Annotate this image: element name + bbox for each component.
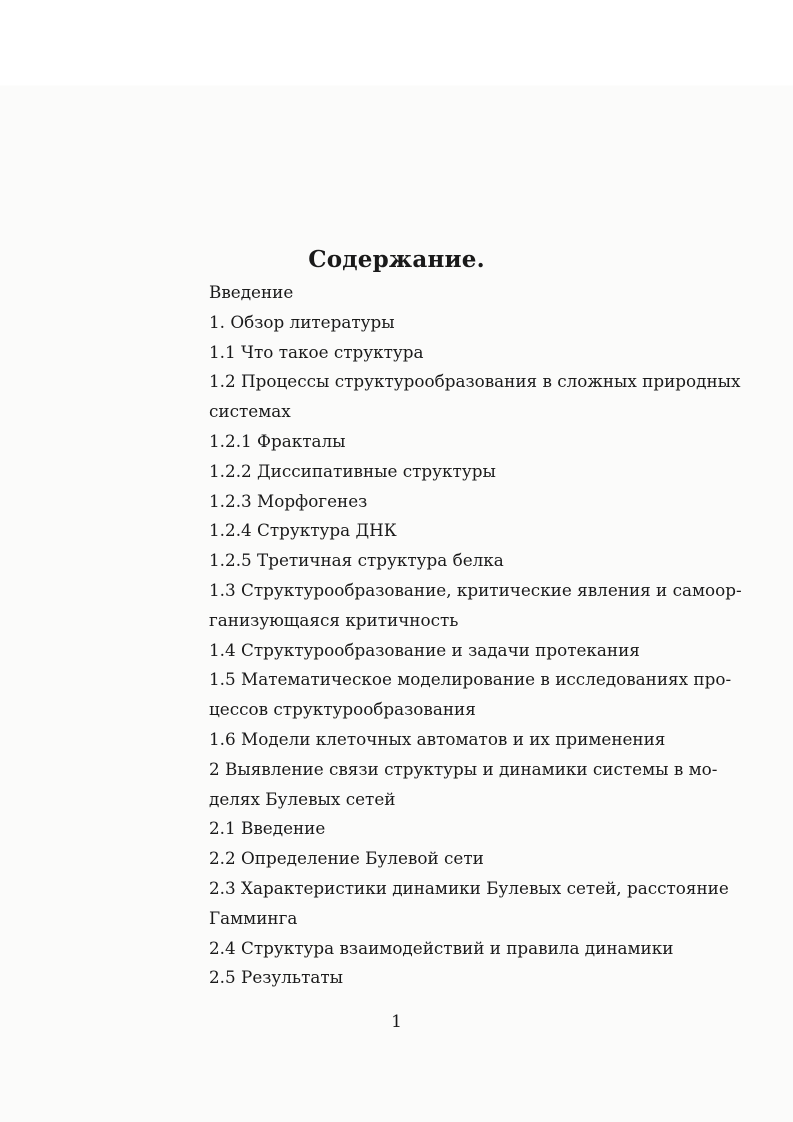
table-of-contents [209,278,742,993]
toc-line: Введение [209,282,294,302]
toc-line: 2.5 Результаты [209,967,343,988]
toc-line: 2.4 Структура взаимодействий и правила динамики [209,937,674,958]
toc-line: 1.5 Математическое моделирование в исследованиях про- [209,669,732,690]
toc-line: делях Булевых сетей [209,788,396,809]
toc-line: 1.2.1 Фракталы [209,430,346,451]
toc-line: 2.3 Характеристики динамики Булевых сетей, расстояние [209,877,729,898]
toc-line: 1.2.4 Структура ДНК [209,520,397,541]
toc-line: цессов структурообразования [209,699,476,720]
page-number: 1 [391,1012,402,1032]
toc-line: 1.4 Структурообразование и задачи протекания [209,639,640,660]
toc-line: ганизующаяся критичность [209,609,459,630]
toc-line: 1.6 Модели клеточных автоматов и их применения [209,728,666,749]
toc-line: 1.2.2 Диссипативные структуры [209,460,496,481]
toc-line: системах [209,401,291,422]
toc-line: 1.2 Процессы структурообразования в сложных природных [209,371,741,392]
toc-line: 1. Обзор литературы [209,311,395,332]
toc-line: 2.2 Определение Булевой сети [209,848,484,869]
toc-line: 1.2.3 Морфогенез [209,490,368,511]
toc-line: Гамминга [209,907,298,928]
page-title: Содержание. [308,246,485,273]
toc-line: 2 Выявление связи структуры и динамики системы в мо- [209,758,718,779]
toc-line: 1.1 Что такое структура [209,341,424,362]
toc-line: 2.1 Введение [209,818,326,839]
toc-line: 1.2.5 Третичная структура белка [209,550,504,571]
toc-line: 1.3 Структурообразование, критические явления и самоор- [209,579,742,600]
